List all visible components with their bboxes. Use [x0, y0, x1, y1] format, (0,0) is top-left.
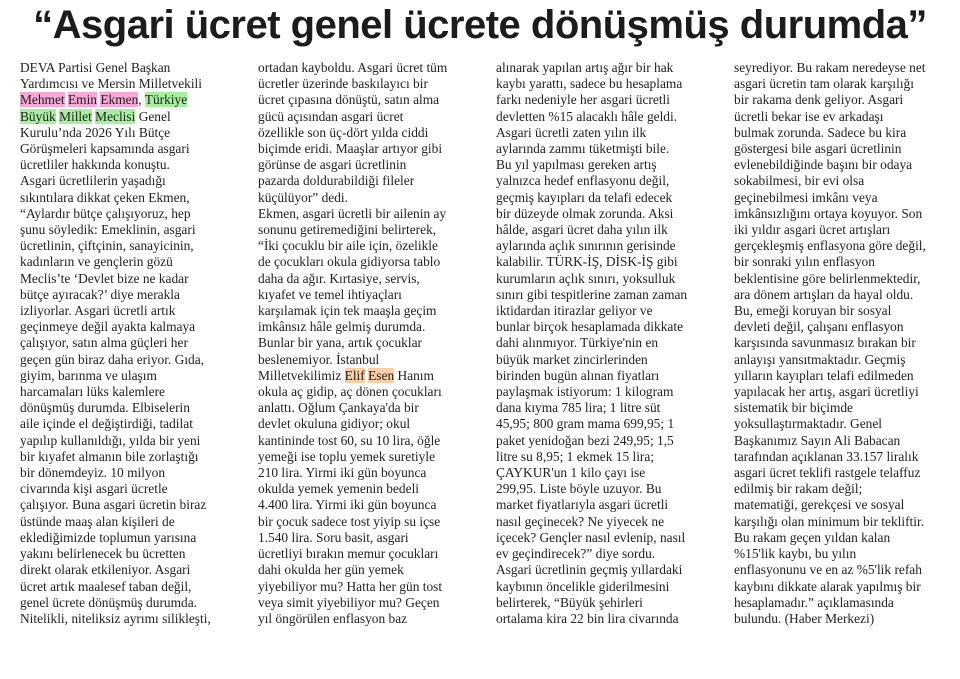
text-line: geçinebilmesi imkânı veya [734, 189, 878, 205]
text-line: evlenebildiğinde başını bir odaya [734, 157, 913, 173]
text-line: devletten %15 alacaklı hâle geldi. [496, 108, 678, 124]
text-line: devlet okuluna gidiyor; okul [258, 416, 411, 432]
text-segment: Hanım [394, 367, 434, 383]
text-segment: Genel [135, 108, 171, 124]
text-line: Asgari ücretli zaten yılın ilk [496, 124, 647, 140]
text-line: anlattı. Oğlum Çankaya'da bir [258, 400, 419, 416]
text-line: iki yıldır asgari ücret artışları [734, 222, 891, 238]
text-line: 45,95; 800 gram mama 699,95; 1 [496, 416, 675, 432]
highlighted-name: Millet [59, 108, 92, 124]
highlighted-name: Büyük [20, 108, 56, 124]
text-line: 1.540 lira. Soru basit, asgari [258, 529, 409, 545]
text-line: bir düzeyde olmak zorunda. Aksi [496, 205, 674, 221]
text-line: bulmak zorunda. Sadece bu kira [734, 124, 907, 140]
text-column-3 [496, 60, 724, 627]
highlighted-name: Ekmen [100, 92, 139, 108]
text-line: daha da ağır. Kırtasiye, servis, [258, 270, 420, 286]
highlighted-name: Emin [67, 92, 97, 108]
text-line: biçimde eridi. Maaşlar artıyor gibi [258, 141, 443, 157]
text-line: farkı nedeniyle her asgari ücretli [496, 92, 670, 108]
text-line: Bunlar bir yana, artık çocuklar [258, 335, 422, 351]
text-segment: Milletvekilimiz [258, 367, 345, 383]
text-line: bir dönemdeyiz. 10 milyon [20, 465, 166, 481]
text-line: direkt olarak etkileniyor. Asgari [20, 562, 191, 578]
highlighted-name: Elif [344, 367, 365, 383]
text-line: hâlde, asgari ücret daha yılın ilk [496, 222, 668, 238]
text-line: ücretler üzerinde baskılayıcı bir [258, 76, 428, 92]
text-line: “Aylardır bütçe çalışıyoruz, hep [20, 205, 191, 221]
text-line: dönüşmüş durumda. Elbiselerin [20, 400, 190, 416]
text-line: asgari ücretin tam olarak karşılığı [734, 76, 914, 92]
text-line: hesaplamadır.” açıklamasında [734, 594, 894, 610]
text-line: Başkanımız Sayın Ali Babacan [734, 432, 901, 448]
text-line: 210 lira. Yirmi iki gün boyunca [258, 465, 427, 481]
text-line: harcamaları lüks kalemlere [20, 384, 165, 400]
text-line: alınarak yapılan artış ağır bir hak [496, 60, 674, 75]
text-line: litre su 8,95; 1 ekmek 15 lira; [496, 448, 655, 464]
text-line [258, 368, 486, 384]
highlighted-name: Esen [368, 367, 395, 383]
text-line: paket yenidoğan bezi 249,95; 1,5 [496, 432, 674, 448]
text-line: okula aç gidip, aç dönen çocukları [258, 384, 442, 400]
highlighted-name: Mehmet [20, 92, 65, 108]
text-line: 4.400 lira. Yirmi iki gün boyunca [258, 497, 437, 513]
text-line: çalışıyor, satın alma güçleri her [20, 335, 188, 351]
text-line: geçinmeye değil ayakta kalmaya [20, 319, 196, 335]
text-line: ücretliyi bırakın memur çocukları [258, 546, 439, 562]
text-line [20, 92, 248, 108]
text-line: küçülüyor” dedi. [258, 189, 348, 205]
text-line: geçmiş kayıpları da telafi edecek [496, 189, 673, 205]
text-line: izliyorlar. Asgari ücretli artık [20, 303, 176, 319]
text-line: paylaşmak istiyorum: 1 kilogram [496, 384, 674, 400]
text-line: anlayışı yansıtmaktadır. Geçmiş [734, 351, 906, 367]
text-line: aylarında zammı tüketmişti bile. [496, 141, 670, 157]
text-line: Bu yıl yapılması gereken artış [496, 157, 657, 173]
text-line: ücret çıpasına dönüştü, satın alma [258, 92, 440, 108]
text-line: “İki çocuklu bir aile için, özelikle [258, 238, 438, 254]
text-column-2 [258, 60, 486, 627]
text-line: ücretlinin, çiftçinin, sanayicinin, [20, 238, 194, 254]
text-line: pazarda doldurabildiği fileler [258, 173, 415, 189]
highlighted-name: Türkiye [144, 92, 188, 108]
text-line: ÇAYKUR'un 1 kilo çayı ise [496, 465, 646, 481]
text-line: karşılığı olan minimum bir tekliftir. [734, 513, 925, 529]
text-line: Görüşmeleri kapsamında asgari [20, 141, 190, 157]
text-line: seyrediyor. Bu rakam neredeyse net [734, 60, 926, 75]
text-line [20, 109, 248, 125]
text-line: Asgari ücretlilerin yaşadığı [20, 173, 166, 189]
text-line: iktidardan itirazlar geliyor ve [496, 303, 653, 319]
headline: “Asgari ücret genel ücrete dönüşmüş durumda” [33, 3, 927, 47]
text-column-1 [20, 60, 248, 627]
text-line: genel ücrete dönüşmüş durumda. [20, 594, 198, 610]
text-line: kaybı yarattı, sadece bu hesaplama [496, 76, 683, 92]
text-line: gerçekleşmiş enflasyona göre değil, [734, 238, 926, 254]
text-line: karşılamak için tek maaşla geçim [258, 303, 437, 319]
text-line: yemeği ise toplu yemek suretiyle [258, 448, 436, 464]
text-line: imkânsız hâle gelmiş durumda. [258, 319, 426, 335]
text-line: kadınların ve gençlerin gözü [20, 254, 173, 270]
text-line: üstünde maaş alan kişileri de [20, 513, 175, 529]
text-segment: , [138, 92, 145, 108]
text-line: Kurulu’nda 2026 Yılı Bütçe [20, 124, 171, 140]
text-line: Bu rakam geçen yıldan kalan [734, 529, 891, 545]
text-line: ortalama kira 22 bin lira civarında [496, 610, 679, 626]
text-line: beslenemiyor. İstanbul [258, 351, 380, 367]
text-line: civarında kişi asgari ücretle [20, 481, 168, 497]
text-line: sıkıntılara dikkat çeken Ekmen, [20, 189, 190, 205]
text-line: kalabilir. TÜRK-İŞ, DİSK-İŞ gibi [496, 254, 678, 270]
text-line: veya simit yiyebiliyor mu? Geçen [258, 594, 440, 610]
text-line: büyük market zincirlerinden [496, 351, 648, 367]
text-line: yoksullaştırmaktadır. Genel [734, 416, 883, 432]
text-line: nasıl geçinecek? Ne yiyecek ne [496, 513, 665, 529]
text-line: 299,95. Liste böyle uzuyor. Bu [496, 481, 662, 497]
text-line: bir rakama denk geliyor. Asgari [734, 92, 904, 108]
text-line: market fiyatlarıyla asgari ücretli [496, 497, 669, 513]
text-line: eklediğimizde toplumun yarısına [20, 529, 197, 545]
text-line: çalışıyor. Buna asgari ücretin biraz [20, 497, 207, 513]
text-line: dahi alınmıyor. Türkiye'nin en [496, 335, 659, 351]
text-line: DEVA Partisi Genel Başkan [20, 60, 171, 75]
text-line: aylarında açlık sınırının gerisinde [496, 238, 676, 254]
text-line: Meclis’te ‘Devlet bize ne kadar [20, 270, 189, 286]
text-line: bunlar birçok hesaplamada dikkate [496, 319, 684, 335]
text-line: aile içinde el değiştirdiği, tadilat [20, 416, 193, 432]
text-line: %15'lik kaybı, bu yılın [734, 546, 857, 562]
text-line: sınırı gibi tespitlerine zaman zaman [496, 286, 688, 302]
text-line: ücret artık maalesef taban değil, [20, 578, 192, 594]
text-line: matematiği, gerekçesi ve sosyal [734, 497, 905, 513]
text-line: de çocukları okula gidiyorsa tablo [258, 254, 441, 270]
text-line: ücretli bekar ise ev arkadaşı [734, 108, 884, 124]
text-line: dahi okulda her gün yemek [258, 562, 404, 578]
text-line: devleti değil, çalışanı enflasyon [734, 319, 904, 335]
text-line: Bu, emeği koruyan bir sosyal [734, 303, 892, 319]
highlighted-name: Meclisi [95, 108, 136, 124]
text-line: edilmiş bir rakam değil; [734, 481, 863, 497]
text-line: yapılıp kullanıldığı, yılda bir yeni [20, 432, 201, 448]
text-line: kurumların açlık sınırı, yoksulluk [496, 270, 676, 286]
text-line: kantininde tost 60, su 10 lira, öğle [258, 432, 441, 448]
text-line: asgari ücret teklifi rastgele telaffuz [734, 465, 921, 481]
text-line: yapılacak her artış, asgari ücretliyi [734, 384, 919, 400]
text-line: özellikle son üç-dört yılda ciddi [258, 124, 429, 140]
text-line: belirterek, “Büyük şehirleri [496, 594, 643, 610]
text-line: geçen gün biraz daha eriyor. Gıda, [20, 351, 205, 367]
text-line: Yardımcısı ve Mersin Milletvekili [20, 76, 203, 92]
text-line: bir kıyafet almanın bile zorlaştığı [20, 448, 199, 464]
text-line: ortadan kayboldu. Asgari ücret tüm [258, 60, 448, 75]
text-line: kaybını dikkate alarak yapılmış bir [734, 578, 921, 594]
text-line: dana kıyma 785 lira; 1 litre süt [496, 400, 661, 416]
text-line: şunu söyledik: Emeklinin, asgari [20, 222, 196, 238]
text-line: sokabilmesi, bir evi olsa [734, 173, 865, 189]
text-line: yalnızca hedef enflasyonu değil, [496, 173, 670, 189]
text-line: yılların kayıpları telafi edilmeden [734, 367, 914, 383]
text-line: bir sonraki yılın enflasyon [734, 254, 875, 270]
text-line: bütçe ayıracak?’ diye merakla [20, 286, 180, 302]
text-line: içecek? Gençler nasıl evlenip, nasıl [496, 529, 686, 545]
text-line: Nitelikli, niteliksiz ayrımı silikleşti, [20, 610, 211, 626]
text-line: ev geçindirecek?” diye sordu. [496, 546, 656, 562]
article-body [20, 60, 952, 672]
text-line: görünse de asgari ücretlinin [258, 157, 407, 173]
text-line: giyim, barınma ve ulaşım [20, 367, 157, 383]
text-line: ara dönem artışları da hayal oldu. [734, 286, 914, 302]
text-line: sonunu getiremediğini belirterek, [258, 222, 437, 238]
text-line: gücü açısından asgari ücret [258, 108, 404, 124]
text-line: imkânsızlığını ortaya koyuyor. Son [734, 205, 923, 221]
text-line: sistematik bir biçimde [734, 400, 854, 416]
text-line: yıl öngörülen enflasyon baz [258, 610, 408, 626]
text-line: bir çocuk sadece tost yiyip su içse [258, 513, 441, 529]
text-line: beklentisine göre belirlenmektedir, [734, 270, 921, 286]
text-line: kaybının öncelikle giderilmesini [496, 578, 670, 594]
text-line: göstergesi bile asgari ücretlinin [734, 141, 902, 157]
text-line: okulda yemek yemenin bedeli [258, 481, 420, 497]
text-line: tarafından açıklanan 33.157 liralık [734, 448, 919, 464]
text-line: birinden bugün alınan fiyatları [496, 367, 660, 383]
text-line: kıyafet ve temel ihtiyaçları [258, 286, 402, 302]
text-line: bulundu. (Haber Merkezi) [734, 610, 875, 626]
text-line: Ekmen, asgari ücretli bir ailenin ay [258, 205, 447, 221]
text-line: yakını belirlenecek bu ücretten [20, 546, 186, 562]
text-column-4 [734, 60, 960, 627]
text-line: ücretliler hakkında konuştu. [20, 157, 170, 173]
text-line: yiyebiliyor mu? Hatta her gün tost [258, 578, 443, 594]
text-line: Asgari ücretlinin geçmiş yıllardaki [496, 562, 683, 578]
text-line: karşısında savunmasız bırakan bir [734, 335, 916, 351]
text-line: enflasyonunu ve en az %5'lik refah [734, 562, 922, 578]
